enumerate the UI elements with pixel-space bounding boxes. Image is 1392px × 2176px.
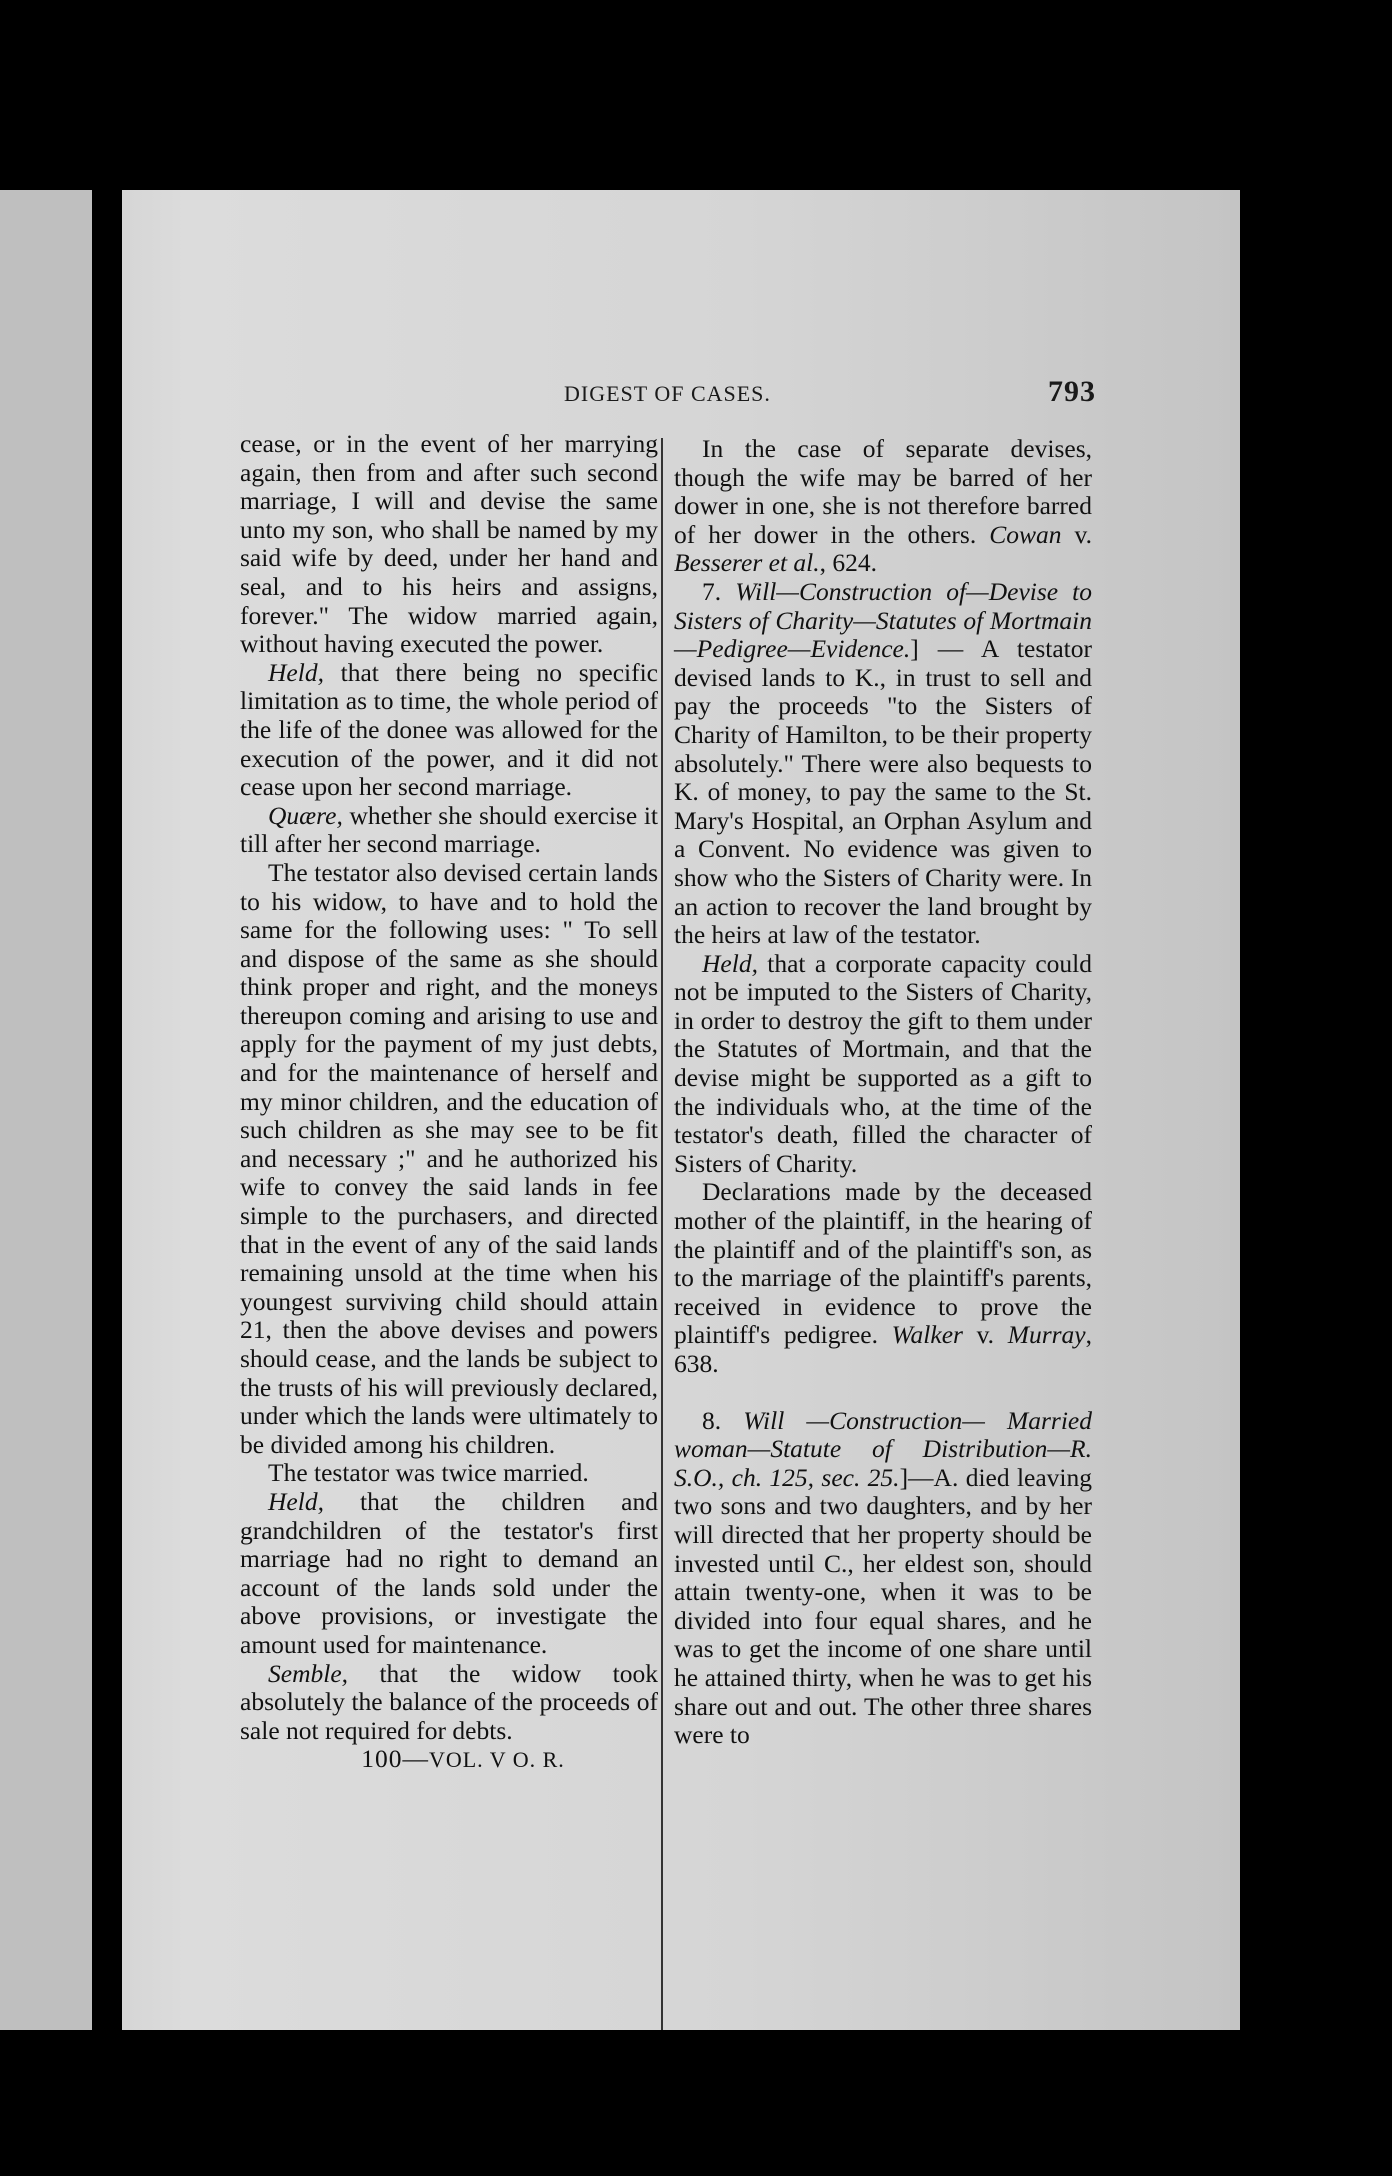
held-label: Held, [702,948,758,978]
facing-page-edge [0,190,92,2030]
case-name: Besserer et al. [674,548,820,578]
case-name: Walker [891,1320,963,1350]
case-name: Murray [1007,1320,1086,1350]
paragraph: In the case of separate devises, though the wife may be barred of her dower in one, she is not therefore barred of her dower in the others. Cowan v. Besserer et al., 624. [674,434,1092,578]
running-title: DIGEST OF CASES. [564,381,771,406]
held-label: Held, [268,1486,324,1516]
running-header [240,375,1100,411]
paragraph: 8. Will —Construction— Married woman—Statute of Distribution—R. S.O., ch. 125, sec. 25.]—A. died leaving two sons and two daughters, and by her will directed that her property should be invested until C., her eldest son, should attain twenty-one, when it was to be divided into four equal shares, and he was to get the income of one share until he attained thirty, when he was to get his share out and out. The other three shares were to [674,1405,1093,1750]
paragraph: 7. Will—Construction of—Devise to Sisters of Charity—Statutes of Mortmain—Pedigree—Evidence.] — A testator devised lands to K., in trust to sell and pay the proceeds "to the Sisters of Charity of Hamilton, to be their property absolutely." There were also bequests to K. of money, to pay the same to the St. Mary's Hospital, an Orphan Asylum and a Convent. No evidence was given to show who the Sisters of Charity were. In an action to recover the land brought by the heirs at law of the testator. [674,576,1092,950]
case-name: Cowan [989,519,1062,549]
page-number: 793 [1048,375,1096,408]
paragraph: Semble, that the widow took absolutely the balance of the proceeds of sale not required for debts. [240,1658,658,1745]
right-column [674,435,1092,1750]
quaere-label: Quære, [268,800,343,830]
paragraph: Held, that the children and grandchildren of the testator's first marriage had no right to demand an account of the lands sold under the above provisions, or investigate the amount used for maintenance. [240,1486,658,1659]
column-divider [661,438,663,2030]
paragraph: Declarations made by the deceased mother of the plaintiff, in the hearing of the plaintiff and of the plaintiff's son, as to the marriage of the plaintiff's parents, received in evidence to prove the plaintiff's pedigree. Walker v. Murray, 638. [674,1177,1092,1378]
catchwords: Will—Construction of—Devise to Sisters of Charity—Statutes of Mortmain—Pedigree—Evidence. [674,576,1092,664]
held-label: Held, [268,657,324,687]
catchwords: Will —Construction— Married woman—Statute of Distribution—R. S.O., ch. 125, sec. 25. [674,1405,1093,1492]
paragraph: Held, that there being no specific limitation as to time, the whole period of the life of the donee was allowed for the execution of the power, and it did not cease upon her second marriage. [240,657,658,802]
paragraph: cease, or in the event of her marrying again, then from and after such second marriage, I will and devise the same unto my son, who shall be named by my said wife by deed, under her hand and seal, and to his heirs and assigns, forever." The widow married again, without having executed the power. [240,429,658,659]
semble-label: Semble, [268,1658,349,1688]
signature-line: 100—VOL. V O. R. [361,1744,565,1774]
paragraph: Quære, whether she should exercise it till after her second marriage. [240,800,658,859]
paragraph: The testator also devised certain lands to his widow, to have and to hold the same for the following uses: " To sell and dispose of the same as she should think proper and right, and the moneys thereupon coming and arising to use and apply for the payment of my just debts, and for the maintenance of herself and my minor children, and the education of such children as she may see to be fit and necessary ;" and he authorized his wife to convey the said lands in fee simple to the purchasers, and directed that in the event of any of the said lands remaining unsold at the time when his youngest surviving child should attain 21, then the above devises and powers should cease, and the lands be subject to the trusts of his will previously declared, under which the lands were ultimately to be divided among his children. [240,857,658,1459]
paragraph: The testator was twice married. [268,1458,589,1488]
paragraph: Held, that a corporate capacity could not be imputed to the Sisters of Charity, in order to destroy the gift to them under the Statutes of Mortmain, and that the devise might be supported as a gift to the individuals who, at the time of the testator's death, filled the character of Sisters of Charity. [674,948,1092,1178]
left-column [240,430,658,1775]
binding-gutter [92,190,122,2030]
scanned-page [0,190,1240,2030]
